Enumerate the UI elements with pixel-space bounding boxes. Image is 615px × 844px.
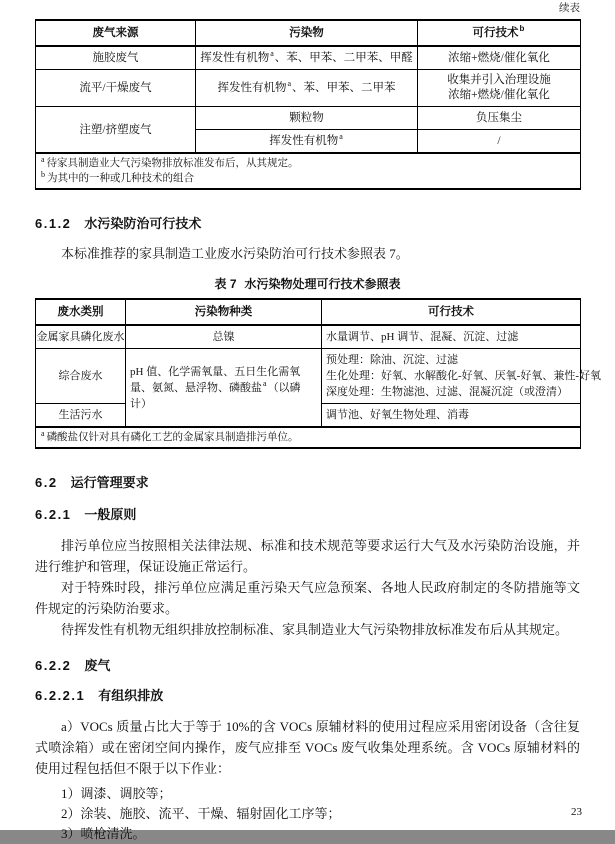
table7-caption: 表 7 水污染物处理可行技术参照表 <box>214 277 401 291</box>
footnote-ref-a: a <box>270 49 274 59</box>
exhaust-gas-table <box>35 19 581 190</box>
paragraph: a）VOCs 质量占比大于等于 10%的含 VOCs 原辅材料的使用过程应采用密闭设备（含往复式喷涂箱）或在密闭空间内操作，废气应排至 VOCs 废气收集处理系统。含 VOCs 原辅材料的使用过程包括但不限于以下作业： <box>35 719 580 776</box>
water-pollutant-table <box>35 298 601 449</box>
table-header-row <box>36 299 581 325</box>
cell-technology: 收集并引入治理设施 浓缩+燃烧/催化氧化 <box>418 70 581 107</box>
cell-pollutant: 总镍 <box>126 325 322 349</box>
cell-pollutant: pH 值、化学需氧量、五日生化需氧量、氨氮、悬浮物、磷酸盐$^a$（以磷计） <box>126 349 322 428</box>
list-item: 1）调漆、调胶等； <box>61 786 172 801</box>
footnote-ref-a: a <box>339 132 343 142</box>
paragraph: 待挥发性有机物无组织排放控制标准、家具制造业大气污染物排放标准发布后从其规定。 <box>61 622 569 637</box>
table-row <box>36 70 581 107</box>
list-item: 3）喷枪清洗。 <box>61 826 146 841</box>
header-wastewater-type: 废水类别 <box>36 299 126 325</box>
table-row <box>36 349 581 404</box>
cell-technology: / <box>418 130 581 154</box>
cell-pollutant: 颗粒物 <box>196 107 418 130</box>
table-header-row <box>36 20 581 46</box>
paragraph: 排污单位应当按照相关法律法规、标准和技术规范等要求运行大气及水污染防治设施，并进行维护和管理，保证设施正常运行。 <box>35 538 580 574</box>
paragraph: 本标准推荐的家具制造工业废水污染防治可行技术参照表 7。 <box>61 246 409 261</box>
footnote-ref-a: a <box>287 79 292 89</box>
footnote-ref-b: b <box>519 24 525 34</box>
cell-technology: 水量调节、pH 调节、混凝、沉淀、过滤 <box>322 325 581 349</box>
header-pollutant-type: 污染物种类 <box>126 299 322 325</box>
section-heading-621: 6.2.1 一般原则 <box>35 507 137 522</box>
footnote-b: $^b$ 为其中的一种或几种技术的组合 <box>41 169 194 184</box>
list-item: 2）涂装、施胶、流平、干燥、辐射固化工序等； <box>61 806 341 821</box>
section-heading-6221: 6.2.2.1 有组织排放 <box>35 688 164 703</box>
cell-wastewater-type: 金属家具磷化废水 <box>36 325 126 349</box>
cell-source: 流平/干燥废气 <box>36 70 196 107</box>
section-heading-62: 6.2 运行管理要求 <box>35 475 149 490</box>
header-pollutant: 污染物 <box>196 20 418 46</box>
section-heading-622: 6.2.2 废气 <box>35 658 111 673</box>
paragraph: 对于特殊时段，排污单位应满足重污染天气应急预案、各地人民政府制定的冬防措施等文件规定的污染防治要求。 <box>35 580 580 616</box>
header-feasible-technology: 可行技术 <box>322 299 581 325</box>
header-feasible-technology: 可行技术$^b$ <box>418 20 581 46</box>
cell-pollutant: 挥发性有机物$^a$、苯、甲苯、二甲苯 <box>196 70 418 107</box>
table-row <box>36 325 581 349</box>
cell-technology: 浓缩+燃烧/催化氧化 <box>418 46 581 70</box>
cell-wastewater-type: 综合废水 <box>36 349 126 404</box>
section-heading-612: 6.1.2 水污染防治可行技术 <box>35 216 202 231</box>
page-number: 23 <box>571 806 582 818</box>
cell-pollutant: 挥发性有机物$^a$ <box>196 130 418 154</box>
cell-source: 注塑/挤塑废气 <box>36 107 196 154</box>
footnote-ref-a: a <box>263 378 267 388</box>
table-footnotes-row <box>36 427 581 448</box>
footnote-a: $^a$ 待家具制造业大气污染物排放标准发布后，从其规定。 <box>41 154 299 169</box>
cell-wastewater-type: 生活污水 <box>36 404 126 428</box>
continued-table-label: 续表 <box>559 3 580 14</box>
cell-technology: 负压集尘 <box>418 107 581 130</box>
table-footnotes-row <box>36 153 581 189</box>
cell-pollutant: 挥发性有机物$^a$、苯、甲苯、二甲苯、甲醛 <box>196 46 418 70</box>
cell-technology: 调节池、好氧生物处理、消毒 <box>322 404 581 428</box>
table-footnotes <box>36 153 581 189</box>
table-row <box>36 46 581 70</box>
table-footnote: $^a$ 磷酸盐仅针对具有磷化工艺的金属家具制造排污单位。 <box>36 427 581 448</box>
header-exhaust-source: 废气来源 <box>36 20 196 46</box>
cell-technology: 预处理：除油、沉淀、过滤 生化处理：好氧、水解酸化-好氧、厌氧-好氧、兼性-好氧 深度处理：生物滤池、过滤、混凝沉淀（或澄清） <box>322 349 581 404</box>
table-row <box>36 107 581 130</box>
cell-source: 施胶废气 <box>36 46 196 70</box>
